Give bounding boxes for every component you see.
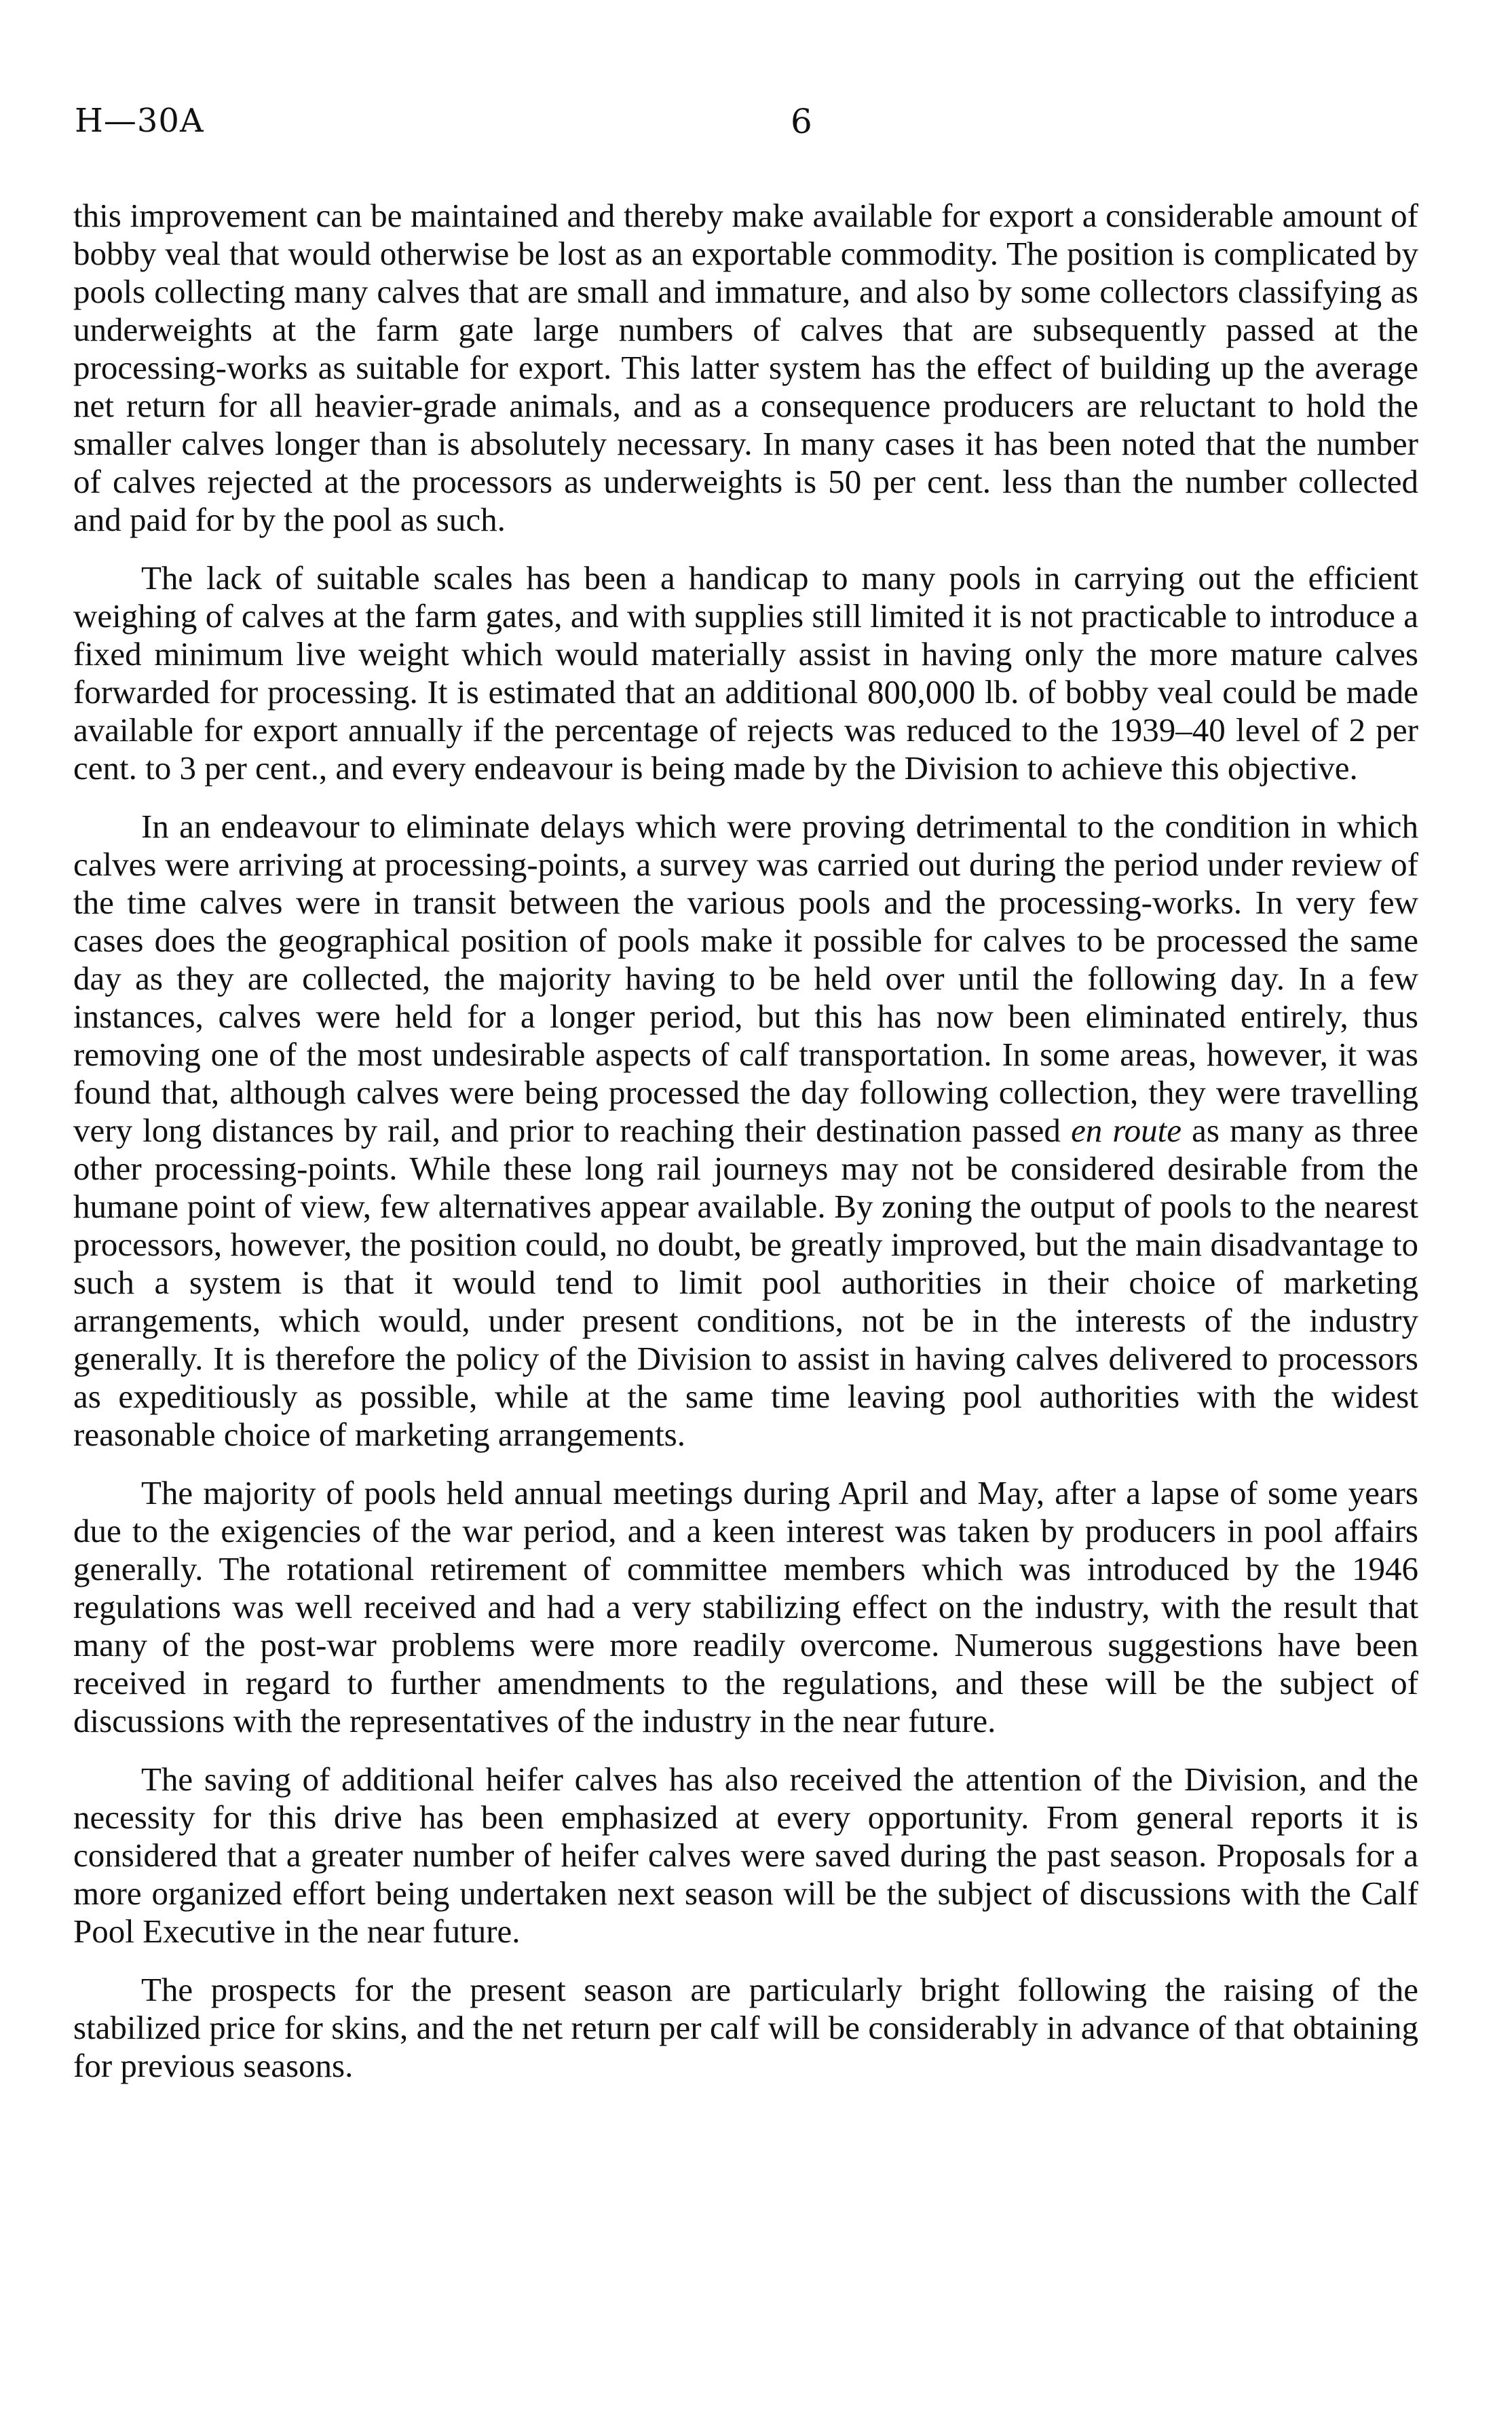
- paragraph-3-text-after: as many as three other processing-points. While these long rail journeys may not be considered desirable from the humane point of view, few alternatives appear available. By zoning the output of pools to the nearest processors, however, the position could, no doubt, be greatly improved, but the main disadvantage to such a system is that it would tend to limit pool authorities in their choice of marketing arrangements, which would, under present conditions, not be in the interests of the industry generally. It is therefore the policy of the Division to assist in having calves delivered to processors as expeditiously as possible, while at the same time leaving pool authorities with the widest reasonable choice of marketing arrangements.: [73, 1112, 1418, 1453]
- paragraph-2: The lack of suitable scales has been a handicap to many pools in carrying out the efficient weighing of calves at the farm gates, and with supplies still limited it is not practicable to introduce a fixed minimum live weight which would materially assist in having only the more mature calves forwarded for processing. It is estimated that an additional 800,000 lb. of bobby veal could be made available for export annually if the percentage of rejects was reduced to the 1939–40 level of 2 per cent. to 3 per cent., and every endeavour is being made by the Division to achieve this objective.: [73, 559, 1418, 787]
- paragraph-6: The prospects for the present season are particularly bright following the raising of the stabilized price for skins, and the net return per calf will be considerably in advance of that obtaining for previous seasons.: [73, 1971, 1418, 2084]
- paragraph-3-text-before: In an endeavour to eliminate delays which were proving detrimental to the condition in which calves were arriving at processing-points, a survey was carried out during the period under review of the time calves were in transit between the various pools and the processing-works. In very few cases does the geographical position of pools make it possible for calves to be processed the same day as they are collected, the majority having to be held over until the following day. In a few instances, calves were held for a longer period, but this has now been eliminated entirely, thus removing one of the most undesirable aspects of calf transportation. In some areas, however, it was found that, although calves were being processed the day following collection, they were travelling very long distances by rail, and prior to reaching their destination passed: [73, 808, 1418, 1149]
- document-code: H—30A: [75, 102, 204, 140]
- paragraph-1: this improvement can be maintained and thereby make available for export a considerable amount of bobby veal that would otherwise be lost as an exportable commodity. The position is complicated by pools collecting many calves that are small and immature, and also by some collectors classifying as underweights at the farm gate large numbers of calves that are subsequently passed at the processing-works as suitable for export. This latter system has the effect of building up the average net return for all heavier-grade animals, and as a consequence producers are reluctant to hold the smaller calves longer than is absolutely necessary. In many cases it has been noted that the number of calves rejected at the processors as underweights is 50 per cent. less than the number collected and paid for by the pool as such.: [73, 197, 1418, 538]
- page-header: [75, 102, 1432, 149]
- paragraph-4: The majority of pools held annual meetings during April and May, after a lapse of some years due to the exigencies of the war period, and a keen interest was taken by producers in pool affairs generally. The rotational retirement of committee members which was introduced by the 1946 regulations was well received and had a very stabilizing effect on the industry, with the result that many of the post-war problems were more readily overcome. Numerous suggestions have been received in regard to further amendments to the regulations, and these will be the subject of discussions with the representatives of the industry in the near future.: [73, 1474, 1418, 1739]
- paragraph-5: The saving of additional heifer calves has also received the attention of the Division, and the necessity for this drive has been emphasized at every opportunity. From general reports it is considered that a greater number of heifer calves were saved during the past season. Proposals for a more organized effort being undertaken next season will be the subject of discussions with the Calf Pool Executive in the near future.: [73, 1761, 1418, 1950]
- body-text: [73, 197, 1418, 2105]
- paragraph-3-italic-phrase: en route: [1071, 1112, 1182, 1149]
- paragraph-3: [73, 808, 1418, 1454]
- page-number: 6: [791, 102, 812, 141]
